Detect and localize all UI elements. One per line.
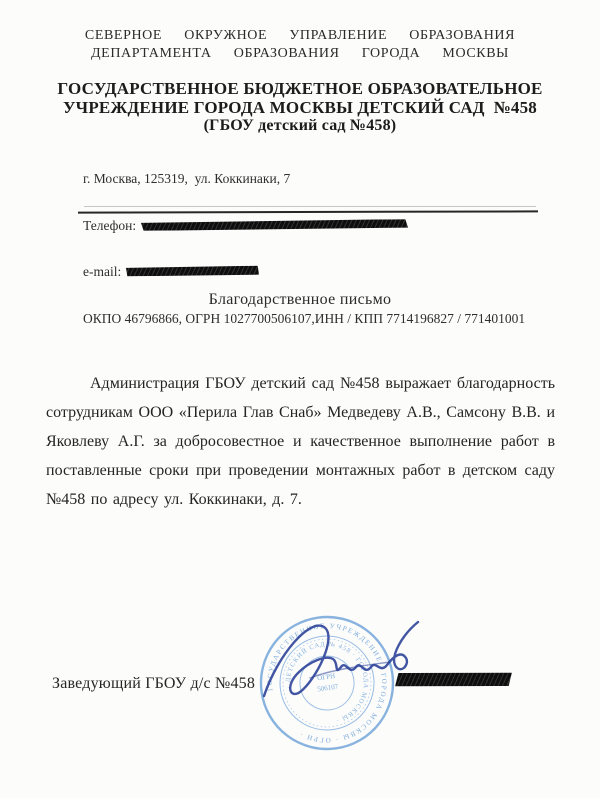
redacted-phone-value [141, 219, 408, 231]
handwritten-signature-icon [250, 600, 450, 730]
contact-block [83, 140, 563, 357]
letterhead-department-line1: СЕВЕРНОЕ ОКРУЖНОЕ УПРАВЛЕНИЕ ОБРАЗОВАНИЯ [84, 28, 516, 43]
org-name-line1: ГОСУДАРСТВЕННОЕ БЮДЖЕТНОЕ ОБРАЗОВАТЕЛЬНОЕ [57, 79, 543, 98]
redacted-signatory-name [395, 671, 512, 688]
phone-label: Телефон: [83, 217, 137, 233]
requisites-line: ОКПО 46796866, ОГРН 1027700506107,ИНН / КПП 7714196827 / 771401001 [83, 310, 526, 326]
phone-row [83, 218, 563, 234]
stamp-outer-ring-text: ГОСУДАРСТВЕННОЕ УЧРЕЖДЕНИЕ · ГОРОДА МОСКВЫ · ОГРН · [265, 621, 389, 745]
org-name-line2: УЧРЕЖДЕНИЕ ГОРОДА МОСКВЫ ДЕТСКИЙ САД №458 [63, 98, 537, 117]
signatory-title: Заведующий ГБОУ д/с №458 [52, 675, 256, 692]
stamp-inner-ring-text: · ДЕТСКИЙ САД № 458 · ГОРОДА МОСКВЫ · [284, 640, 370, 724]
email-row [83, 264, 563, 280]
email-label: e-mail: [83, 264, 122, 279]
letter-title: Благодарственное письмо [208, 291, 392, 308]
redacted-email-value [126, 266, 259, 277]
letterhead-department-line2: ДЕПАРТАМЕНТА ОБРАЗОВАНИЯ ГОРОДА МОСКВЫ [91, 46, 509, 61]
letter-body: Администрация ГБОУ детский сад №458 выражает благодарность сотрудникам ООО «Перила Глав Снаб» Медведеву А.В., Самсону В.В. и Яковлеву А.Г. за добросовестное и качественное выполнение работ в поставленные сроки при проведении монтажных работ в детском саду №458 по адресу ул. Коккинаки, д. 7. [46, 375, 555, 508]
letterhead-divider-shadow [84, 206, 536, 207]
stamp-center-line1: ОГРН [316, 671, 336, 683]
stamp-center-line2: 506107 [316, 682, 339, 694]
org-name-line3: (ГБОУ детский сад №458) [203, 117, 397, 134]
address-line: г. Москва, 125319, ул. Коккинаки, 7 [83, 171, 291, 186]
